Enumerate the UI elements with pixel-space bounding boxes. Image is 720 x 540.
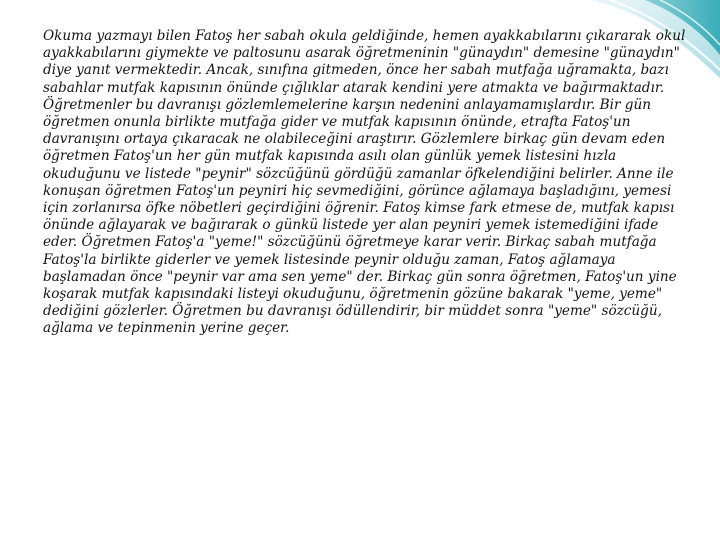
- left-decorative-bar: [0, 0, 40, 540]
- body-paragraph: Okuma yazmayı bilen Fatoş her sabah okula geldiğinde, hemen ayakkabılarını çıkararak okul ayakkabılarını giymekte ve paltosunu asarak öğretmeninin "günaydın" demesine "günaydın" diye yanıt vermektedir. Ancak, sınıfına gitmeden, önce her sabah mutfağa uğramakta, bazı sabahlar mutfak kapısının önünde çığlıklar atarak kendini yere atmakta ve bağırmaktadır. Öğretmenler bu davranışı gözlemlemelerine karşın nedenini anlayamamışlardır. Bir gün öğretmen onunla birlikte mutfağa gider ve mutfak kapısının önünde, etrafta Fatoş'un davranışını ortaya çıkaracak ne olabileceğini araştırır. Gözlemlere birkaç gün devam eden öğretmen Fatoş'un her gün mutfak kapısında asılı olan günlük yemek listesini hızla okuduğunu ve listede "peynir" sözcüğünü gördüğü zamanlar öfkelendiğini belirler. Anne ile konuşan öğretmen Fatoş'un peyniri hiç sevmediğini, görünce ağlamaya başladığını, yemesi için zorlanırsa öfke nöbetleri geçirdiğini öğrenir. Fatoş kimse fark etmese de, mutfak kapısı önünde ağlayarak ve bağırarak o günkü listede yer alan peyniri yemek istemediğini ifade eder. Öğretmen Fatoş'a "yeme!" sözcüğünü öğretmeye karar verir. Birkaç sabah mutfağa Fatoş'la birlikte giderler ve yemek listesinde peynir olduğu zaman, Fatoş ağlamaya başlamadan önce "peynir var ama sen yeme" der. Birkaç gün sonra öğretmen, Fatoş'un yine koşarak mutfak kapısındaki listeyi okuduğunu, öğretmenin gözüne bakarak "yeme, yeme" dediğini gözlerler. Öğretmen bu davranışı ödüllendirir, bir müddet sonra "yeme" sözcüğü, ağlama ve tepinmenin yerine geçer.: [43, 28, 686, 337]
